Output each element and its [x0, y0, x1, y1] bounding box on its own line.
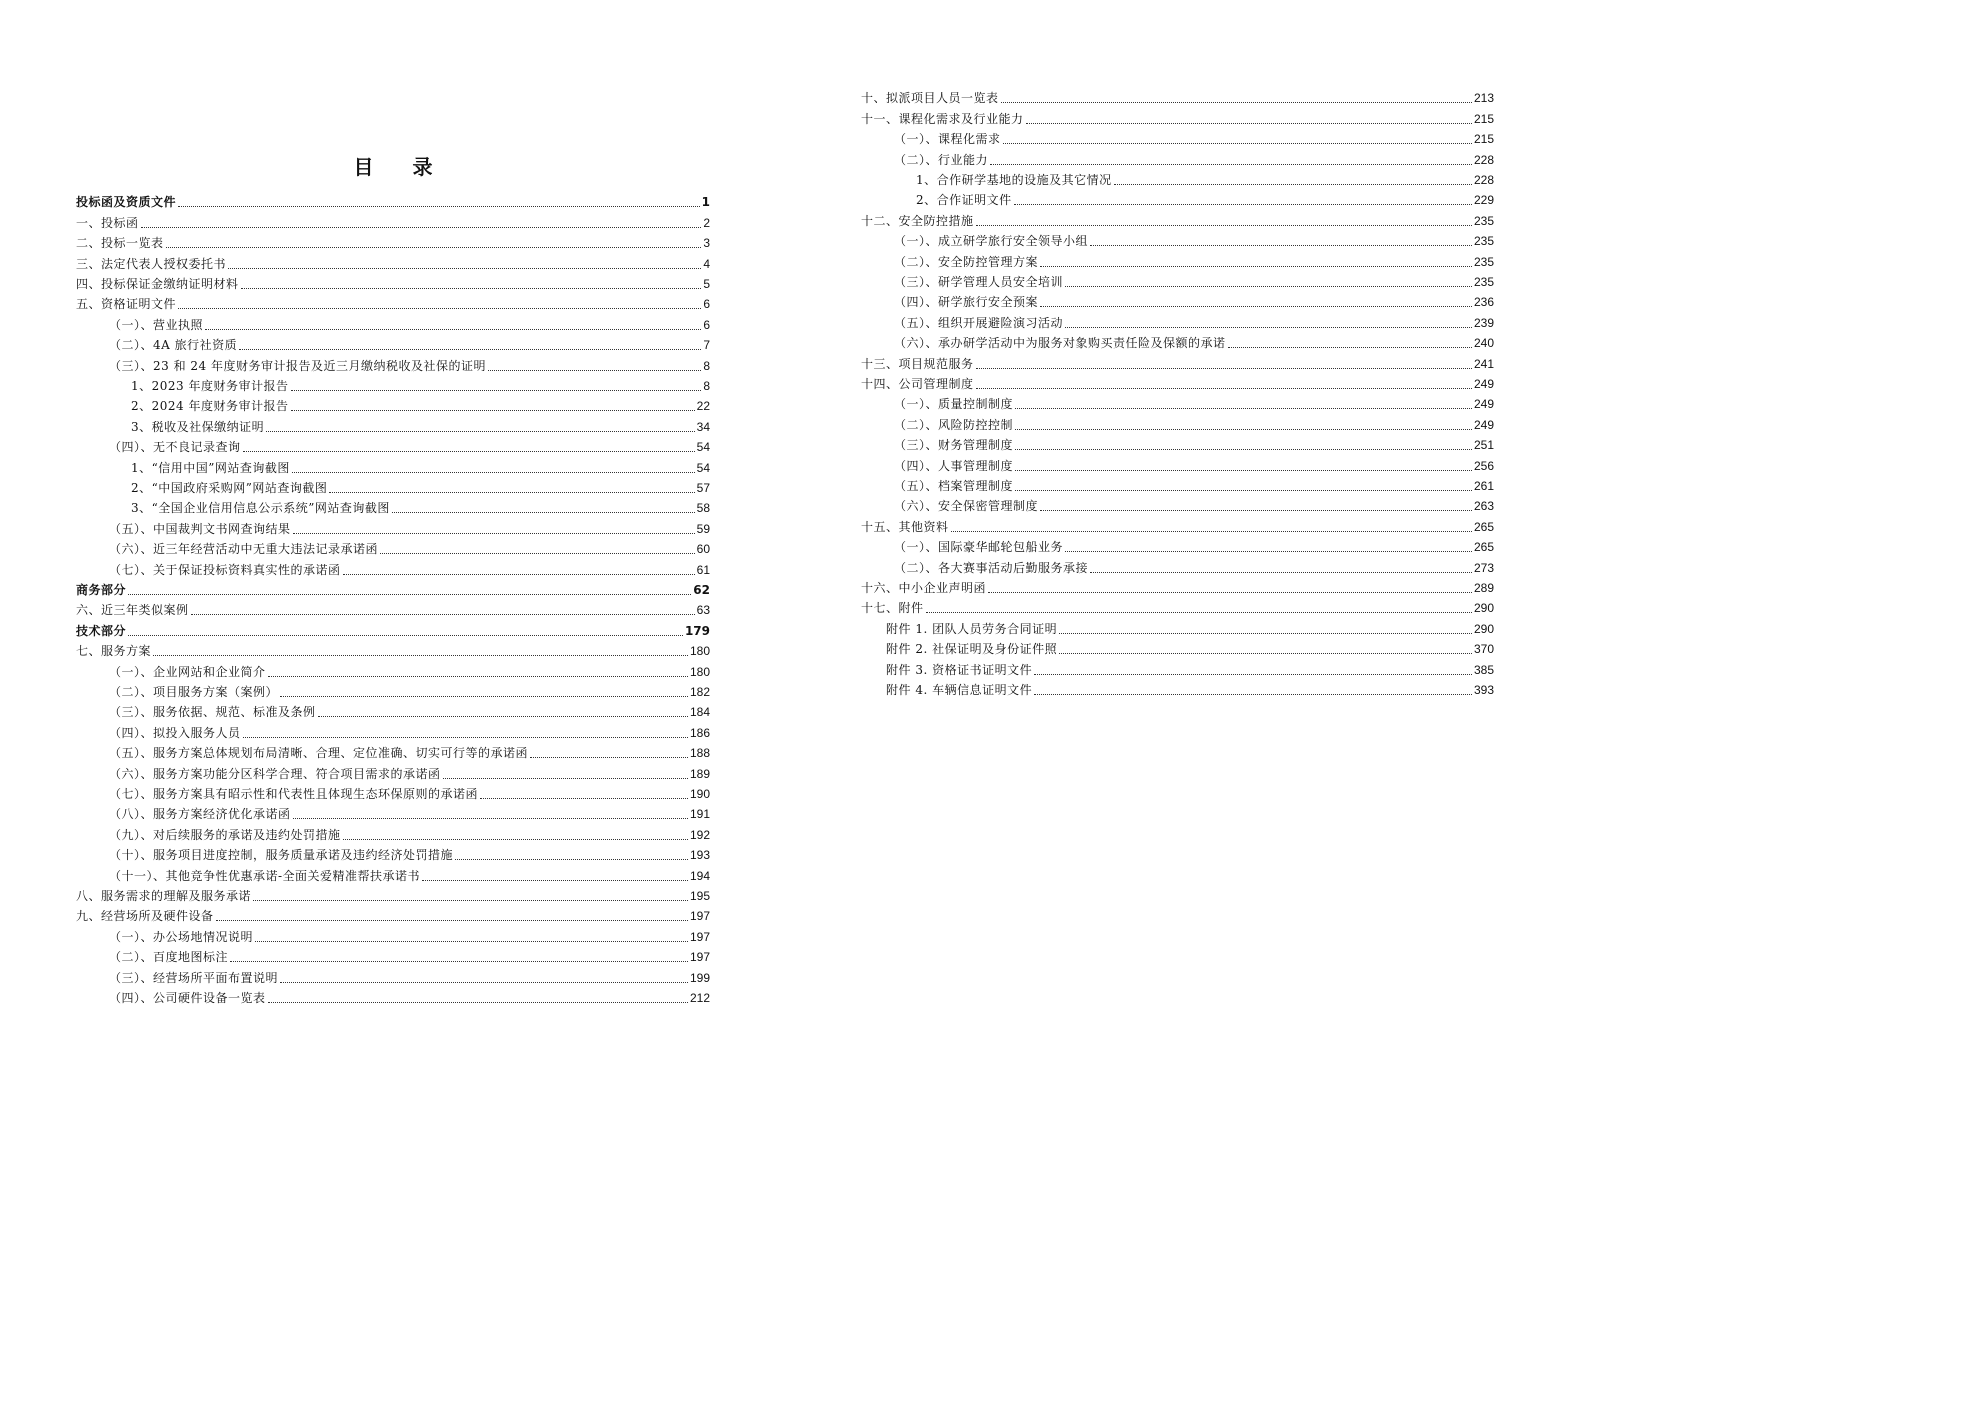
toc-entry-title: 十四、公司管理制度: [861, 376, 974, 391]
toc-entry[interactable]: [76, 537, 710, 557]
toc-entry-title: 十、拟派项目人员一览表: [861, 91, 999, 106]
dot-leader: [343, 574, 695, 575]
toc-entry[interactable]: [861, 106, 1494, 126]
toc-entry-title: 3、“全国企业信用信息公示系统”网站查询截图: [131, 501, 390, 516]
toc-entry-title: （三）、研学管理人员安全培训: [894, 274, 1064, 289]
toc-page-number: 241: [1473, 356, 1494, 371]
toc-page-number: 263: [1473, 499, 1494, 514]
toc-entry[interactable]: [861, 168, 1494, 188]
toc-entry[interactable]: [861, 229, 1494, 249]
dot-leader: [1065, 551, 1472, 552]
dot-leader: [488, 370, 701, 371]
dot-leader: [1059, 633, 1472, 634]
dot-leader: [1228, 347, 1472, 348]
toc-page-number: 235: [1473, 234, 1494, 249]
dot-leader: [422, 880, 688, 881]
toc-entry-title: （三）、服务依据、规范、标准及条例: [109, 705, 316, 720]
dot-leader: [178, 206, 700, 207]
toc-entry[interactable]: [861, 310, 1494, 330]
toc-entry[interactable]: [76, 476, 710, 496]
toc-entry-title: 附件 1. 团队人员劳务合同证明: [886, 621, 1058, 636]
toc-entry-title: （四）、无不良记录查询: [109, 440, 241, 455]
toc-page-number: 228: [1473, 172, 1494, 187]
toc-page-number: 265: [1473, 540, 1494, 555]
toc-entry[interactable]: [76, 863, 710, 883]
toc-page-number: 59: [696, 521, 710, 536]
toc-entry[interactable]: [76, 618, 710, 638]
toc-entry[interactable]: [76, 659, 710, 679]
toc-page-number: 188: [689, 746, 710, 761]
toc-entry-title: （六）、服务方案功能分区科学合理、符合项目需求的承诺函: [109, 766, 441, 781]
toc-entry[interactable]: [76, 190, 710, 210]
toc-entry-title: 技术部分: [76, 623, 127, 638]
toc-entry[interactable]: [76, 231, 710, 251]
toc-entry[interactable]: [76, 251, 710, 271]
toc-page-number: 199: [689, 970, 710, 985]
toc-entry-title: （七）、服务方案具有昭示性和代表性且体现生态环保原则的承诺函: [109, 786, 479, 801]
toc-entry[interactable]: [861, 453, 1494, 473]
toc-entry-title: 七、服务方案: [76, 644, 152, 659]
dot-leader: [392, 512, 695, 513]
toc-entry-title: 十六、中小企业声明函: [861, 580, 987, 595]
toc-entry-title: （四）、研学旅行安全预案: [894, 295, 1039, 310]
toc-entry-title: （十）、服务项目进度控制，服务质量承诺及违约经济处罚措施: [109, 848, 454, 863]
toc-page-number: 385: [1473, 662, 1494, 677]
toc-page-number: 4: [703, 256, 710, 271]
toc-entry[interactable]: [76, 965, 710, 985]
toc-entry-title: （四）、人事管理制度: [894, 458, 1014, 473]
toc-page-number: 256: [1473, 458, 1494, 473]
dot-leader: [1040, 306, 1472, 307]
toc-page-number: 236: [1473, 295, 1494, 310]
toc-entry-title: （一）、国际豪华邮轮包船业务: [894, 540, 1064, 555]
toc-entry[interactable]: [76, 986, 710, 1006]
dot-leader: [976, 368, 1472, 369]
toc-entry-title: （九）、对后续服务的承诺及违约处罚措施: [109, 827, 341, 842]
dot-leader: [1065, 327, 1472, 328]
toc-entry[interactable]: [76, 639, 710, 659]
toc-entry[interactable]: [76, 884, 710, 904]
toc-page-number: 7: [703, 338, 710, 353]
dot-leader: [1014, 204, 1472, 205]
toc-entry[interactable]: [76, 578, 710, 598]
toc-page-number: 22: [696, 399, 710, 414]
toc-entry[interactable]: [76, 700, 710, 720]
toc-entry-title: 九、经营场所及硬件设备: [76, 909, 214, 924]
dot-leader: [1090, 572, 1472, 573]
toc-entry[interactable]: [861, 576, 1494, 596]
toc-page-number: 195: [689, 888, 710, 903]
toc-entry-title: 1、“信用中国”网站查询截图: [131, 460, 290, 475]
dot-leader: [1114, 184, 1472, 185]
toc-entry-title: （八）、服务方案经济优化承诺函: [109, 807, 291, 822]
dot-leader: [1015, 429, 1472, 430]
toc-entry[interactable]: [861, 331, 1494, 351]
toc-entry-title: （一）、营业执照: [109, 317, 204, 332]
toc-entry-title: 商务部分: [76, 582, 127, 597]
toc-entry-title: 附件 3. 资格证书证明文件: [886, 662, 1033, 677]
toc-entry[interactable]: [76, 374, 710, 394]
toc-page-number: 290: [1473, 601, 1494, 616]
dot-leader: [228, 268, 701, 269]
toc-entry-title: 附件 2. 社保证明及身份证件照: [886, 642, 1058, 657]
dot-leader: [1040, 266, 1472, 267]
dot-leader: [205, 329, 701, 330]
toc-entry-title: （二）、安全防控管理方案: [894, 254, 1039, 269]
toc-entry[interactable]: [861, 514, 1494, 534]
toc-entry[interactable]: [76, 353, 710, 373]
dot-leader: [191, 614, 695, 615]
toc-page-number: 239: [1473, 315, 1494, 330]
toc-page-number: 213: [1473, 91, 1494, 106]
dot-leader: [976, 388, 1472, 389]
toc-entry[interactable]: [861, 474, 1494, 494]
toc-page-number: 212: [689, 990, 710, 1005]
dot-leader: [268, 1002, 688, 1003]
toc-entry[interactable]: [861, 555, 1494, 575]
toc-entry-title: （二）、行业能力: [894, 152, 989, 167]
dot-leader: [243, 737, 688, 738]
toc-title: 目 录: [353, 155, 449, 179]
toc-page-number: 229: [1473, 193, 1494, 208]
dot-leader: [293, 533, 695, 534]
dot-leader: [230, 961, 688, 962]
toc-entry-title: （七）、关于保证投标资料真实性的承诺函: [109, 562, 341, 577]
dot-leader: [1065, 286, 1472, 287]
toc-entry[interactable]: [76, 843, 710, 863]
toc-page-number: 249: [1473, 417, 1494, 432]
toc-entry-title: （二）、各大赛事活动后勤服务承接: [894, 560, 1089, 575]
toc-page-number: 180: [689, 664, 710, 679]
toc-entry[interactable]: [76, 516, 710, 536]
toc-page-number: 54: [696, 460, 710, 475]
toc-entry-title: （六）、安全保密管理制度: [894, 499, 1039, 514]
toc-entry-title: （五）、服务方案总体规划布局清晰、合理、定位准确、切实可行等的承诺函: [109, 746, 529, 761]
dot-leader: [976, 225, 1472, 226]
dot-leader: [291, 410, 695, 411]
toc-page-number: 290: [1473, 621, 1494, 636]
toc-page-number: 197: [689, 909, 710, 924]
toc-entry[interactable]: [76, 904, 710, 924]
toc-page-number: 190: [689, 786, 710, 801]
toc-entry-title: 1、2023 年度财务审计报告: [131, 378, 289, 393]
dot-leader: [253, 900, 688, 901]
toc-entry-title: 2、合作证明文件: [916, 193, 1012, 208]
toc-page-number: 63: [696, 603, 710, 618]
toc-entry[interactable]: [76, 680, 710, 700]
toc-entry-title: 十五、其他资料: [861, 519, 949, 534]
dot-leader: [243, 451, 695, 452]
toc-entry-title: （四）、公司硬件设备一览表: [109, 990, 266, 1005]
toc-page-number: 6: [703, 317, 710, 332]
toc-entry-title: 四、投标保证金缴纳证明材料: [76, 276, 239, 291]
toc-entry[interactable]: [861, 147, 1494, 167]
toc-page-number: 1: [701, 195, 710, 210]
toc-entry-title: 十三、项目规范服务: [861, 356, 974, 371]
toc-entry-title: （二）、百度地图标注: [109, 950, 229, 965]
toc-page-number: 393: [1473, 682, 1494, 697]
toc-entry-title: （二）、风险防控控制: [894, 417, 1014, 432]
dot-leader: [141, 227, 702, 228]
toc-entry[interactable]: [76, 435, 710, 455]
toc-page-number: 57: [696, 480, 710, 495]
toc-entry[interactable]: [76, 720, 710, 740]
toc-entry[interactable]: [861, 249, 1494, 269]
toc-entry-title: 五、资格证明文件: [76, 297, 177, 312]
dot-leader: [153, 655, 688, 656]
toc-page-number: 265: [1473, 519, 1494, 534]
toc-page-number: 240: [1473, 336, 1494, 351]
toc-page-number: 62: [693, 582, 710, 597]
toc-entry-title: （一）、办公场地情况说明: [109, 929, 254, 944]
dot-leader: [128, 594, 691, 595]
dot-leader: [951, 531, 1472, 532]
dot-leader: [216, 920, 688, 921]
toc-page-number: 34: [696, 419, 710, 434]
dot-leader: [1015, 490, 1472, 491]
dot-leader: [1034, 694, 1472, 695]
dot-leader: [1040, 510, 1472, 511]
toc-entry[interactable]: [861, 433, 1494, 453]
toc-entry[interactable]: [76, 394, 710, 414]
toc-entry[interactable]: [76, 598, 710, 618]
toc-page-number: 8: [703, 378, 710, 393]
toc-page-number: 261: [1473, 478, 1494, 493]
toc-entry[interactable]: [861, 351, 1494, 371]
toc-page-number: 5: [703, 276, 710, 291]
dot-leader: [380, 553, 695, 554]
dot-leader: [1026, 123, 1472, 124]
toc-entry[interactable]: [76, 496, 710, 516]
dot-leader: [530, 757, 688, 758]
toc-entry-title: 2、“中国政府采购网”网站查询截图: [131, 480, 328, 495]
toc-entry-title: 十二、安全防控措施: [861, 213, 974, 228]
dot-leader: [318, 716, 688, 717]
toc-page-number: 215: [1473, 111, 1494, 126]
dot-leader: [1015, 470, 1472, 471]
toc-entry[interactable]: [76, 822, 710, 842]
toc-entry-title: （二）、项目服务方案（案例）: [109, 684, 279, 699]
toc-entry-title: （一）、成立研学旅行安全领导小组: [894, 234, 1089, 249]
toc-page-number: 197: [689, 929, 710, 944]
toc-entry[interactable]: [76, 333, 710, 353]
dot-leader: [480, 798, 688, 799]
toc-entry-title: （五）、组织开展避险演习活动: [894, 315, 1064, 330]
toc-page-number: 289: [1473, 580, 1494, 595]
toc-entry[interactable]: [861, 494, 1494, 514]
dot-leader: [268, 676, 688, 677]
toc-entry-title: （二）、4A 旅行社资质: [109, 338, 238, 353]
dot-leader: [266, 431, 695, 432]
toc-entry-title: （三）、23 和 24 年度财务审计报告及近三月缴纳税收及社保的证明: [109, 358, 486, 373]
toc-page-number: 61: [696, 562, 710, 577]
toc-entry-title: （四）、拟投入服务人员: [109, 725, 241, 740]
toc-entry[interactable]: [861, 637, 1494, 657]
dot-leader: [1059, 653, 1472, 654]
toc-page-number: 193: [689, 848, 710, 863]
toc-page-number: 182: [689, 684, 710, 699]
toc-entry[interactable]: [861, 290, 1494, 310]
toc-entry-title: （一）、课程化需求: [894, 132, 1001, 147]
dot-leader: [990, 164, 1472, 165]
toc-page-number: 235: [1473, 213, 1494, 228]
toc-entry-title: （一）、企业网站和企业简介: [109, 664, 266, 679]
toc-page-number: 249: [1473, 376, 1494, 391]
toc-entry[interactable]: [861, 616, 1494, 636]
toc-entry[interactable]: [861, 188, 1494, 208]
toc-entry[interactable]: [861, 270, 1494, 290]
toc-entry-title: 八、服务需求的理解及服务承诺: [76, 888, 252, 903]
toc-page-number: 54: [696, 440, 710, 455]
dot-leader: [329, 492, 694, 493]
dot-leader: [178, 308, 701, 309]
dot-leader: [443, 778, 688, 779]
toc-page-number: 186: [689, 725, 710, 740]
toc-entry[interactable]: [76, 292, 710, 312]
dot-leader: [241, 288, 702, 289]
toc-page-number: 251: [1473, 438, 1494, 453]
toc-entry-title: （三）、财务管理制度: [894, 438, 1014, 453]
toc-entry[interactable]: [861, 678, 1494, 698]
dot-leader: [988, 592, 1472, 593]
toc-page-number: 3: [703, 236, 710, 251]
toc-entry[interactable]: [76, 782, 710, 802]
toc-entry-title: （五）、档案管理制度: [894, 478, 1014, 493]
dot-leader: [293, 818, 688, 819]
dot-leader: [291, 390, 702, 391]
toc-entry-title: （六）、近三年经营活动中无重大违法记录承诺函: [109, 542, 379, 557]
toc-entry-title: （一）、质量控制制度: [894, 397, 1014, 412]
dot-leader: [1034, 674, 1472, 675]
toc-page-number: 192: [689, 827, 710, 842]
toc-entry[interactable]: [76, 802, 710, 822]
dot-leader: [1001, 102, 1472, 103]
dot-leader: [1015, 408, 1472, 409]
toc-entry-title: 附件 4. 车辆信息证明文件: [886, 682, 1033, 697]
toc-entry-title: （三）、经营场所平面布置说明: [109, 970, 279, 985]
dot-leader: [280, 696, 688, 697]
toc-page-number: 189: [689, 766, 710, 781]
toc-entry[interactable]: [861, 412, 1494, 432]
toc-entry-title: 十一、课程化需求及行业能力: [861, 111, 1024, 126]
toc-entry[interactable]: [861, 86, 1494, 106]
dot-leader: [128, 635, 683, 636]
toc-page-number: 273: [1473, 560, 1494, 575]
toc-entry-title: （十一）、其他竞争性优惠承诺-全面关爱精准帮扶承诺书: [109, 868, 421, 883]
toc-entry[interactable]: [861, 657, 1494, 677]
toc-page-number: 228: [1473, 152, 1494, 167]
toc-page-number: 60: [696, 542, 710, 557]
dot-leader: [1090, 245, 1472, 246]
toc-entry[interactable]: [76, 272, 710, 292]
toc-entry-title: 六、近三年类似案例: [76, 603, 189, 618]
toc-entry[interactable]: [76, 557, 710, 577]
toc-entry[interactable]: [76, 924, 710, 944]
dot-leader: [1003, 143, 1472, 144]
dot-leader: [343, 839, 688, 840]
toc-entry-title: 1、合作研学基地的设施及其它情况: [916, 172, 1112, 187]
toc-page-number: 191: [689, 807, 710, 822]
toc-entry-title: （六）、承办研学活动中为服务对象购买责任险及保额的承诺: [894, 336, 1226, 351]
toc-entry[interactable]: [861, 208, 1494, 228]
toc-entry[interactable]: [76, 761, 710, 781]
toc-entry[interactable]: [861, 127, 1494, 147]
toc-page-number: 194: [689, 868, 710, 883]
toc-entry-title: 一、投标函: [76, 215, 139, 230]
toc-page-number: 58: [696, 501, 710, 516]
toc-page-number: 8: [703, 358, 710, 373]
toc-page-number: 197: [689, 950, 710, 965]
toc-entry-title: 三、法定代表人授权委托书: [76, 256, 227, 271]
dot-leader: [292, 472, 695, 473]
toc-page-number: 235: [1473, 254, 1494, 269]
toc-entry[interactable]: [861, 535, 1494, 555]
toc-entry[interactable]: [861, 372, 1494, 392]
toc-page-number: 6: [703, 297, 710, 312]
toc-entry-title: 二、投标一览表: [76, 236, 164, 251]
dot-leader: [455, 859, 688, 860]
toc-page-number: 215: [1473, 132, 1494, 147]
toc-page-number: 235: [1473, 274, 1494, 289]
toc-page-number: 184: [689, 705, 710, 720]
toc-entry-title: 2、2024 年度财务审计报告: [131, 399, 289, 414]
dot-leader: [239, 349, 701, 350]
dot-leader: [1015, 449, 1472, 450]
dot-leader: [926, 612, 1472, 613]
toc-entry[interactable]: [861, 392, 1494, 412]
toc-entry[interactable]: [76, 945, 710, 965]
toc-entry[interactable]: [76, 455, 710, 475]
toc-entry-title: （五）、中国裁判文书网查询结果: [109, 521, 291, 536]
toc-page-number: 2: [703, 215, 710, 230]
toc-entry-title: 投标函及资质文件: [76, 195, 177, 210]
toc-entry[interactable]: [76, 312, 710, 332]
toc-entry[interactable]: [76, 741, 710, 761]
toc-entry-title: 十七、附件: [861, 601, 924, 616]
dot-leader: [255, 941, 688, 942]
toc-entry-title: 3、税收及社保缴纳证明: [131, 419, 265, 434]
dot-leader: [280, 982, 688, 983]
toc-entry[interactable]: [76, 210, 710, 230]
toc-page-number: 370: [1473, 642, 1494, 657]
toc-entry[interactable]: [76, 414, 710, 434]
toc-page-number: 179: [684, 623, 710, 638]
dot-leader: [166, 247, 702, 248]
toc-page-number: 180: [689, 644, 710, 659]
toc-page-number: 249: [1473, 397, 1494, 412]
toc-entry[interactable]: [861, 596, 1494, 616]
